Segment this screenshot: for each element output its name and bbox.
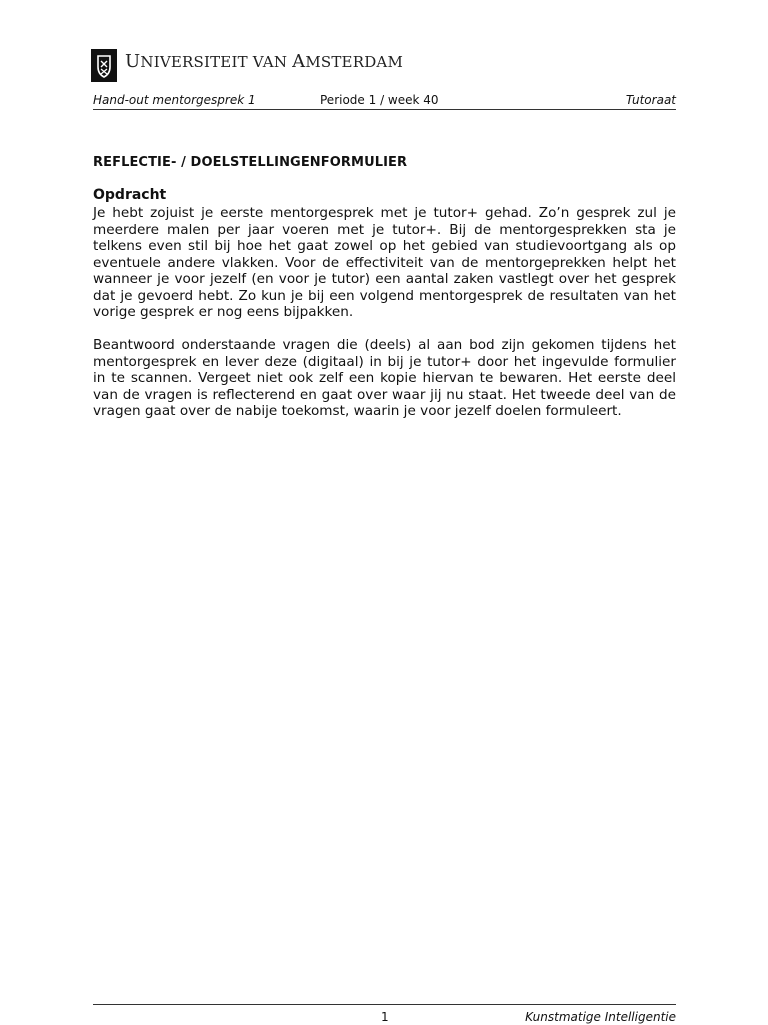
page-footer — [93, 1004, 676, 1025]
header-period: Periode 1 / week 40 — [320, 93, 439, 107]
header-handout-title: Hand-out mentorgesprek 1 — [93, 93, 256, 107]
paragraph-instructions: Beantwoord onderstaande vragen die (deels) al aan bod zijn gekomen tijdens het mentorgesprek en lever deze (digitaal) in bij je tutor+ door het ingevulde formulier in te scannen. Vergeet niet ook zelf een kopie hiervan te bewaren. Het eerste deel van de vragen is reflecterend en gaat over waar jij nu staat. Het tweede deel van de vragen gaat over de nabije toekomst, waarin je voor jezelf doelen formuleert. — [93, 337, 676, 419]
paragraph-intro: Je hebt zojuist je eerste mentorgesprek met je tutor+ gehad. Zo’n gesprek zul je meerdere malen per jaar voeren met je tutor+. Bij de mentorgesprekken sta je telkens even stil bij hoe het gaat zowel op het gebied van studievoortgang als op eventuele andere vlakken. Voor de effectiviteit van de mentorgeprekken helpt het wanneer je voor jezelf (en voor je tutor) een aantal zaken vastlegt over het gesprek dat je gevoerd hebt. Zo kun je bij een volgend mentorgesprek de resultaten van het vorige gesprek er nog eens bijpakken. — [93, 205, 676, 320]
university-name: UNIVERSITEIT VAN AMSTERDAM — [125, 51, 404, 72]
header-course: Tutoraat — [625, 93, 676, 107]
document-title: REFLECTIE- / DOELSTELLINGENFORMULIER — [93, 155, 408, 170]
section-heading: Opdracht — [93, 187, 167, 203]
page-number: 1 — [381, 1010, 389, 1024]
uva-crest-icon — [91, 49, 117, 82]
page-header — [93, 93, 676, 110]
footer-program: Kunstmatige Intelligentie — [525, 1010, 676, 1024]
university-logo — [91, 49, 403, 82]
